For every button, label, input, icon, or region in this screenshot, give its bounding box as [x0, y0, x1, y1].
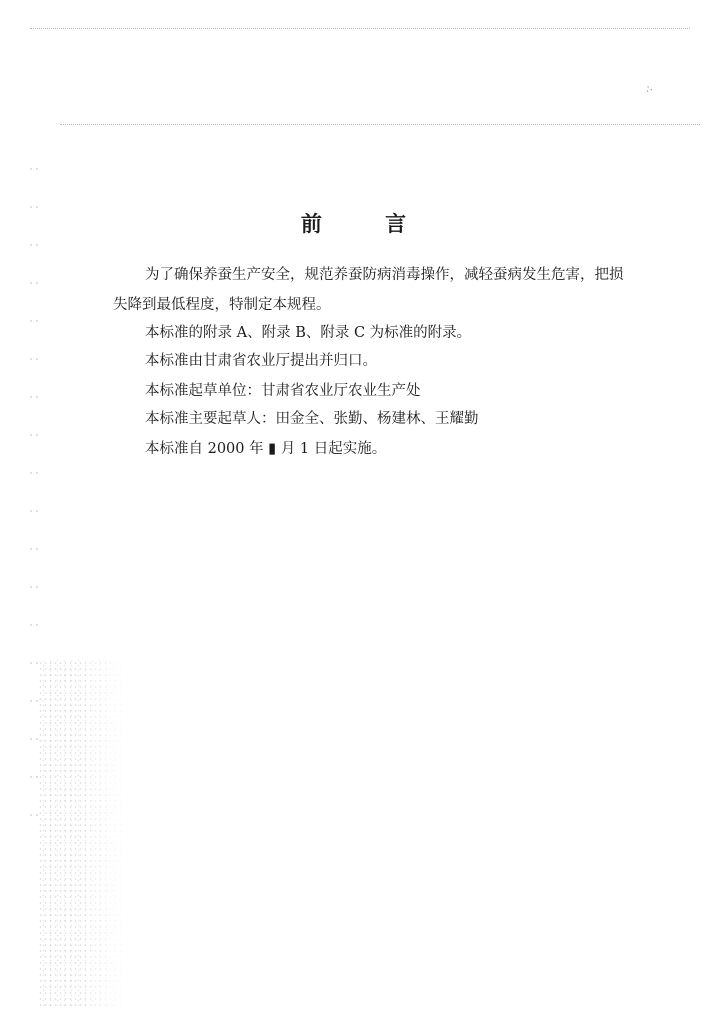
paragraph-appendices: 本标准的附录 A、附录 B、附录 C 为标准的附录。: [145, 325, 472, 341]
scan-dotted-line-top: [30, 28, 690, 29]
scan-corner-mark: ∴: [644, 83, 655, 96]
paragraph-drafters: 本标准主要起草人：田金全、张勤、杨建林、王耀勤: [145, 411, 479, 427]
paragraph-proposer: 本标准由甘肃省农业厅提出并归口。: [145, 353, 377, 369]
page-title: 前 言: [300, 211, 435, 236]
paragraph-purpose-line2: 失降到最低程度，特制定本规程。: [113, 297, 331, 313]
scan-speckle-noise: [38, 660, 128, 1010]
paragraph-drafting-unit: 本标准起草单位：甘肃省农业厅农业生产处: [145, 383, 421, 399]
paragraph-effective-date: 本标准自 2000 年 ▮ 月 1 日起实施。: [145, 441, 387, 457]
paragraph-purpose-line1: 为了确保养蚕生产安全，规范养蚕防病消毒操作，减轻蚕病发生危害，把损: [145, 267, 624, 283]
scan-dotted-line-upper: [60, 124, 700, 125]
